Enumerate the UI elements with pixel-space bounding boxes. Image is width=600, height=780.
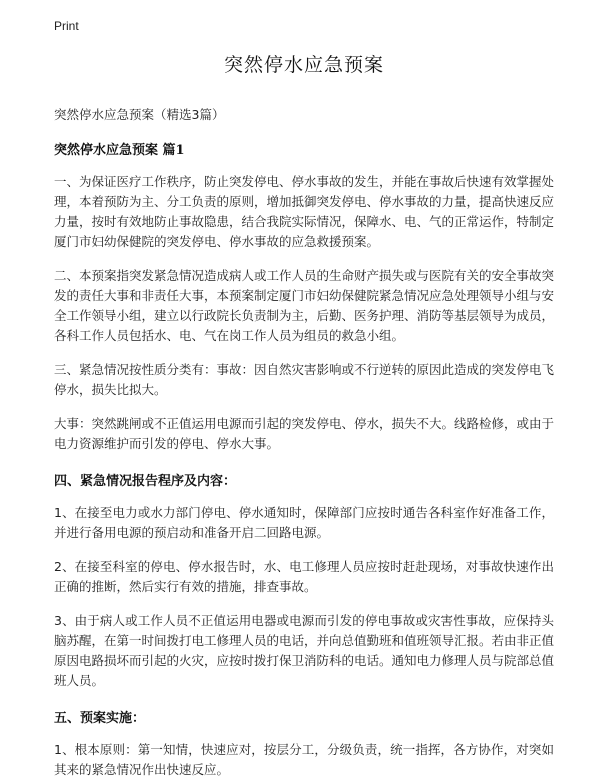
print-link[interactable]: Print	[54, 19, 79, 33]
paragraph-4: 大事：突然跳闸或不正值运用电源而引起的突发停电、停水，损失不大。线路检修，或由于电力资源维护而引发的停电、停水大事。	[54, 416, 555, 451]
document-subtitle: 突然停水应急预案（精选3篇）	[54, 107, 225, 122]
paragraph-8: 1、根本原则：第一知情，快速应对，按层分工，分级负责，统一指挥，各方协作，对突如其来的紧急情况作出快速反应。	[54, 742, 554, 777]
section-heading-1: 突然停水应急预案 篇1	[54, 143, 185, 158]
paragraph-1: 一、为保证医疗工作秩序，防止突发停电、停水事故的发生，并能在事故后快速有效掌握处理，本着预防为主、分工负责的原则，增加抵御突发停电、停水事故的力量，提高快速反应力量，按时有效地防止事故隐患，结合我院实际情况，保障水、电、气的正常运作，特制定厦门市妇幼保健院的突发停电、停水事故的应急救援预案。	[54, 174, 555, 249]
document-title: 突然停水应急预案	[223, 54, 384, 76]
section-heading-4: 四、紧急情况报告程序及内容：	[54, 474, 237, 489]
section-heading-5: 五、预案实施：	[54, 711, 146, 726]
paragraph-3: 三、紧急情况按性质分类有：事故：因自然灾害影响或不行逆转的原因此造成的突发停电飞停水，损失比拟大。	[54, 362, 555, 397]
paragraph-2: 二、本预案指突发紧急情况造成病人或工作人员的生命财产损失或与医院有关的安全事故突发的责任大事和非责任大事，本预案制定厦门市妇幼保健院紧急情况应急处理领导小组与安全工作领导小组，建立以行政院长负责制为主，后勤、医务护理、消防等基层领导为成员，各科工作人员包括水、电、气在岗工作人员为组员的救急小组。	[54, 268, 555, 343]
paragraph-7: 3、由于病人或工作人员不正值运用电器或电源而引发的停电事故或灾害性事故，应保持头脑苏醒，在第一时间拨打电工修理人员的电话，并向总值勤班和值班领导汇报。若由非正值原因电路损坏而引起的火灾，应按时拨打保卫消防科的电话。通知电力修理人员与院部总值班人员。	[54, 613, 555, 688]
document-page	[54, 44, 554, 780]
paragraph-5: 1、在接至电力或水力部门停电、停水通知时，保障部门应按时通告各科室作好准备工作，并进行备用电源的预启动和准备开启二回路电源。	[54, 505, 554, 540]
paragraph-6: 2、在接至科室的停电、停水报告时，水、电工修理人员应按时赶赴现场，对事故快速作出正确的推断，然后实行有效的措施，排查事故。	[54, 559, 554, 594]
